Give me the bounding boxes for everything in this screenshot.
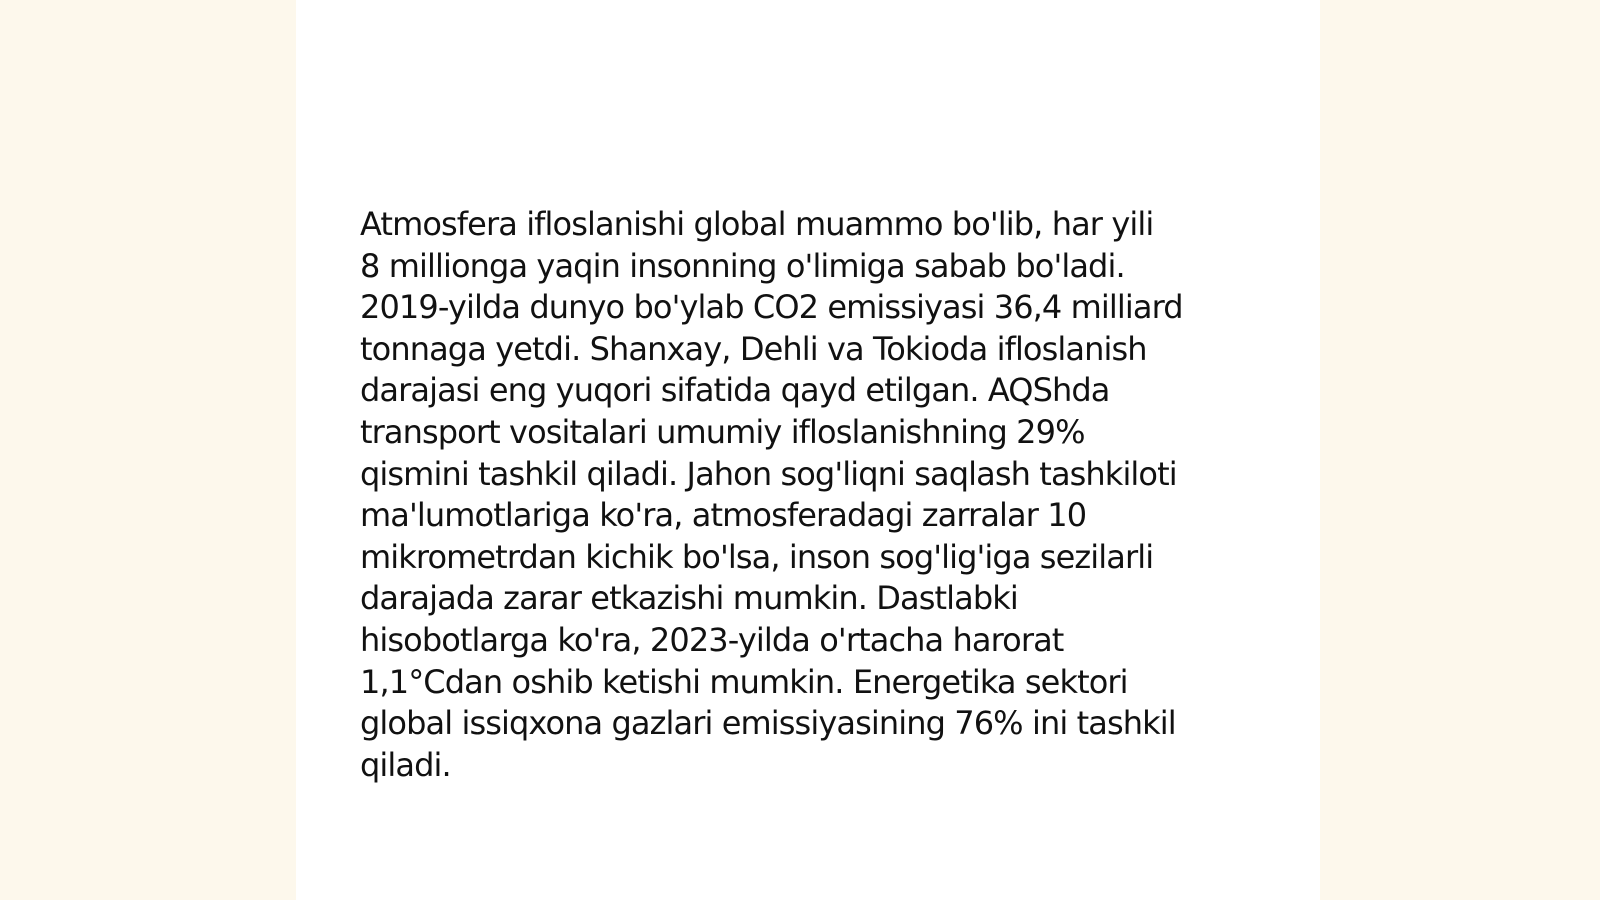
paragraph-line: darajada zarar etkazishi mumkin. Dastlabki [360,579,1018,618]
paragraph-line: 2019-yilda dunyo bo'ylab CO2 emissiyasi 36,4 milliard [360,288,1183,327]
paragraph-line: hisobotlarga ko'ra, 2023-yilda o'rtacha harorat [360,620,1064,659]
body-paragraph [360,204,1250,786]
paragraph-line: transport vositalari umumiy ifloslanishning 29% [360,412,1085,451]
paragraph-line: darajasi eng yuqori sifatida qayd etilgan. AQShda [360,371,1110,410]
paragraph-line: qiladi. [360,745,451,784]
paragraph-line: mikrometrdan kichik bo'lsa, inson sog'lig'iga sezilarli [360,537,1154,576]
paragraph-line: ma'lumotlariga ko'ra, atmosferadagi zarralar 10 [360,496,1087,535]
paragraph-line: tonnaga yetdi. Shanxay, Dehli va Tokioda ifloslanish [360,329,1147,368]
paragraph-line: Atmosfera ifloslanishi global muammo bo'lib, har yili [360,205,1154,243]
paragraph-line: global issiqxona gazlari emissiyasining 76% ini tashkil [360,704,1176,743]
document-page [296,0,1320,900]
paragraph-line: 1,1°Cdan oshib ketishi mumkin. Energetika sektori [360,662,1128,701]
paragraph-line: qismini tashkil qiladi. Jahon sog'liqni saqlash tashkiloti [360,454,1177,493]
paragraph-line: 8 millionga yaqin insonning o'limiga sabab bo'ladi. [360,246,1125,285]
